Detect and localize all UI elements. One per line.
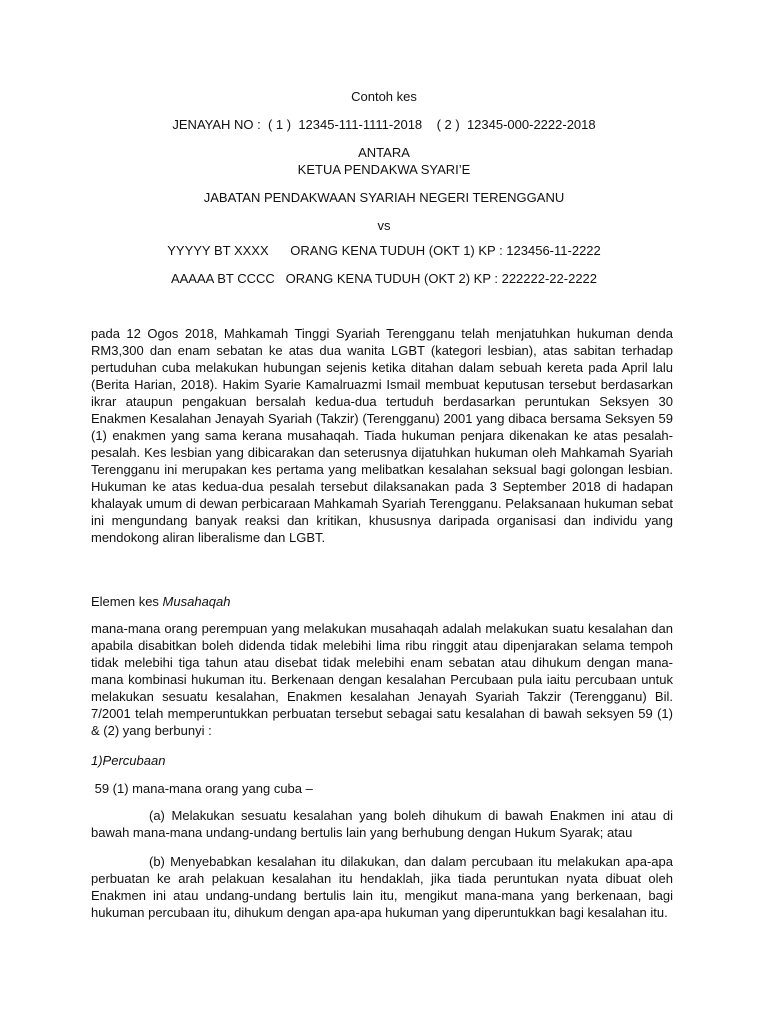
accused-1: YYYYY BT XXXX ORANG KENA TUDUH (OKT 1) KP : 123456-11-2222 (167, 243, 601, 258)
case-summary-paragraph: pada 12 Ogos 2018, Mahkamah Tinggi Syariah Terengganu telah menjatuhkan hukuman denda RM3,300 dan enam sebatan ke atas dua wanita LGBT (kategori lesbian), atas sabitan terhadap pertuduhan cuba melakukan hubungan sejenis ketika ditahan dalam sebuah kereta pada April lalu (Berita Harian, 2018). Hakim Syarie Kamalruazmi Ismail membuat keputusan tersebut berdasarkan ikrar ataupun pengakuan bersalah kedua-dua tertuduh berdasarkan peruntukan Seksyen 30 Enakmen Kesalahan Jenayah Syariah (Takzir) (Terengganu) 2001 yang dibaca bersama Seksyen 59 (1) enakmen yang sama kerana musahaqah. Tiada hukuman penjara dikenakan ke atas pesalah-pesalah. Kes lesbian yang dibicarakan dan seterusnya dijatuhkan hukuman oleh Mahkamah Syariah Terengganu ini merupakan kes pertama yang melibatkan kesalahan seksual bagi golongan lesbian. Hukuman ke atas kedua-dua pesalah tersebut dilaksanakan pada 3 September 2018 di hadapan khalayak umum di dewan perbicaraan Mahkamah Syariah Terengganu. Pelaksanaan hukuman sebat ini mengundang banyak reaksi dan kritikan, khususnya daripada organisasi dan individu yang mendokong aliran liberalisme dan LGBT. (91, 326, 673, 545)
clause-a: (a) Melakukan sesuatu kesalahan yang boleh dihukum di bawah Enakmen ini atau di bawah mana-mana undang-undang bertulis lain yang berhubung dengan Hukum Syarak; atau (91, 808, 673, 840)
prosecutor-name: KETUA PENDAKWA SYARI’E (297, 162, 471, 177)
section-heading (91, 593, 231, 610)
subheading-percubaan (91, 752, 165, 769)
accused-2: AAAAA BT CCCC ORANG KENA TUDUH (OKT 2) KP : 222222-22-2222 (170, 271, 598, 286)
clause-intro: 59 (1) mana-mana orang yang cuba – (91, 781, 313, 796)
clause-b: (b) Menyebabkan kesalahan itu dilakukan, dan dalam percubaan itu melakukan apa-apa perbuatan ke arah pelakuan kesalahan itu hendaklah, jika tiada peruntukan nyata dibuat oleh Enakmen ini atau undang-undang bertulis lain itu, mengikut mana-mana yang berkenaan, bagi hukuman percubaan itu, dihukum dengan apa-apa hukuman yang diperuntukkan bagi kesalahan itu. (91, 854, 673, 920)
versus-label: vs (377, 218, 391, 233)
department-name: JABATAN PENDAKWAAN SYARIAH NEGERI TERENGGANU (203, 190, 565, 205)
musahaqah-paragraph: mana-mana orang perempuan yang melakukan musahaqah adalah melakukan suatu kesalahan dan apabila disabitkan boleh didenda tidak melebihi lima ribu ringgit atau dipenjarakan selama tempoh tidak melebihi tiga tahun atau disebat tidak melebihi enam sebatan atau dihukum dengan mana-mana kombinasi hukuman itu. Berkenaan dengan kesalahan Percubaan pula iaitu percubaan untuk melakukan sesuatu kesalahan, Enakmen kesalahan Jenayah Syariah Takzir (Terengganu) Bil. 7/2001 telah memperuntukkan perbuatan tersebut sebagai satu kesalahan di bawah seksyen 59 (1) & (2) yang berbunyi : (91, 621, 673, 738)
section-heading-text: Elemen kes (91, 594, 163, 609)
section-heading-term: Musahaqah (162, 594, 231, 609)
subheading-text: 1)Percubaan (91, 753, 166, 768)
antara-label: ANTARA (358, 145, 410, 160)
document-title: Contoh kes (351, 89, 417, 104)
case-number: JENAYAH NO : ( 1 ) 12345-111-1111-2018 ( 2 ) 12345-000-2222-2018 (172, 117, 596, 132)
